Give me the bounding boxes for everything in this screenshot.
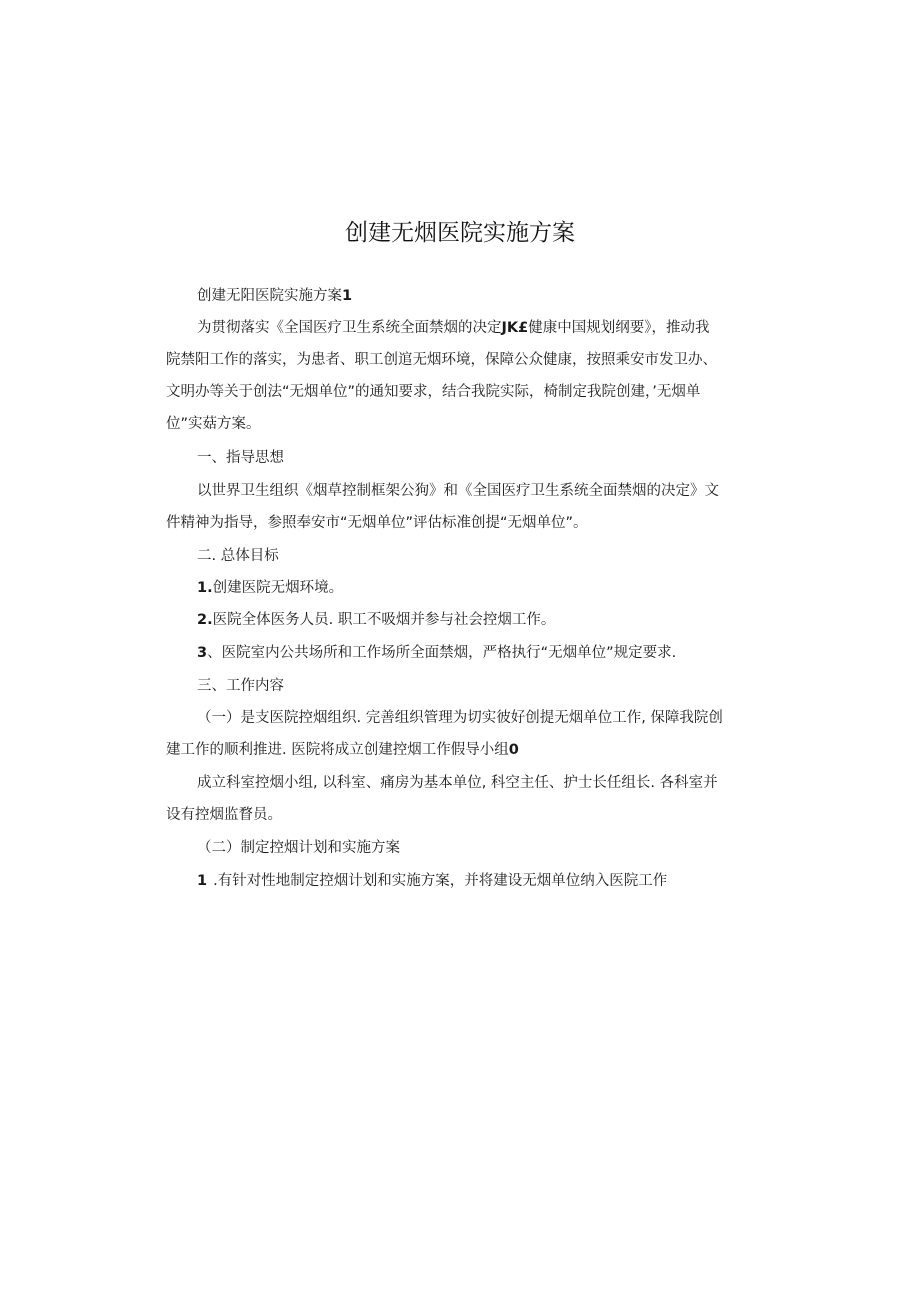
section3-para2-line-2: 设有控烟监瞀员。 [166, 807, 282, 823]
item-number: 3 [197, 645, 208, 661]
intro-text-1c: 健康中国规划纲要》，推动我 [528, 320, 710, 336]
section1-heading: 一、指导思想 [197, 450, 284, 466]
document-title: 创建无烟医院实施方案 [345, 220, 575, 246]
item-text: 创建医院无烟环境。 [212, 580, 344, 596]
intro-text-1a: 为贯彻落实《全国医疗卫生系统全面禁烟的决定 [197, 320, 502, 336]
para-number: 0 [508, 742, 519, 758]
item-text: .有针对性地制定控烟计划和实施方案，并将建设无烟单位纳入医院工作 [213, 873, 668, 889]
section1-line-2: 件精神为指导，参照奉安市“无烟单位”评估标准创提“无烟单位”。 [166, 515, 588, 531]
section1-line-1: 以世界卫生组织《烟草控制框架公狗》和《全国医疗卫生系统全面禁烟的决定》文 [197, 483, 719, 499]
section3-para1-line-2 [166, 740, 519, 760]
para-text: 建工作的顺利推进. 医院将成立创建控烟工作假导小组 [166, 742, 509, 758]
section3-sub2-heading: （二）制定控烟计划和实施方案 [197, 840, 400, 856]
section3-sub2-item-1 [197, 871, 667, 891]
section2-item-3 [197, 643, 676, 663]
item-number: 1 [197, 873, 208, 889]
intro-line-3: 文明办等关于创法“无烟单位”的通知要求，结合我院实际，椅制定我院创建，’无烟单 [166, 384, 701, 400]
intro-line-4: 位”实菇方案。 [166, 416, 261, 432]
intro-line-1 [197, 318, 709, 338]
subtitle-number: 1 [342, 288, 353, 304]
section2-heading: 二. 总体目标 [197, 548, 279, 564]
section3-para1-line-1: （一）是支医院控烟组织. 完善组织管理为切实彼好创提无烟单位工作, 保障我院创 [197, 710, 723, 726]
subtitle-text: 创建无阳医院实施方案 [197, 288, 342, 304]
intro-text-1b: JK£ [501, 320, 529, 336]
item-number: 1. [197, 580, 213, 596]
item-text: 医院全体医务人员. 职工不吸烟并参与社会控烟工作。 [212, 612, 556, 628]
section2-item-2 [197, 610, 555, 630]
item-text: 、医院室内公共场所和工作场所全面禁烟，严格执行“无烟单位”规定要求. [207, 645, 677, 661]
item-number: 2. [197, 612, 213, 628]
intro-line-2: 院禁阳工作的落实，为患者、职工创逭无烟环境，保障公众健康，按照乘安市发卫办、 [166, 352, 717, 368]
subtitle-line [197, 286, 352, 306]
section3-heading: 三、工作内容 [197, 678, 284, 694]
section3-para2-line-1: 成立科室控烟小组, 以科室、痛房为基本单位, 科空主任、护士长任组长. 各科室并 [197, 775, 718, 791]
section2-item-1 [197, 578, 343, 598]
